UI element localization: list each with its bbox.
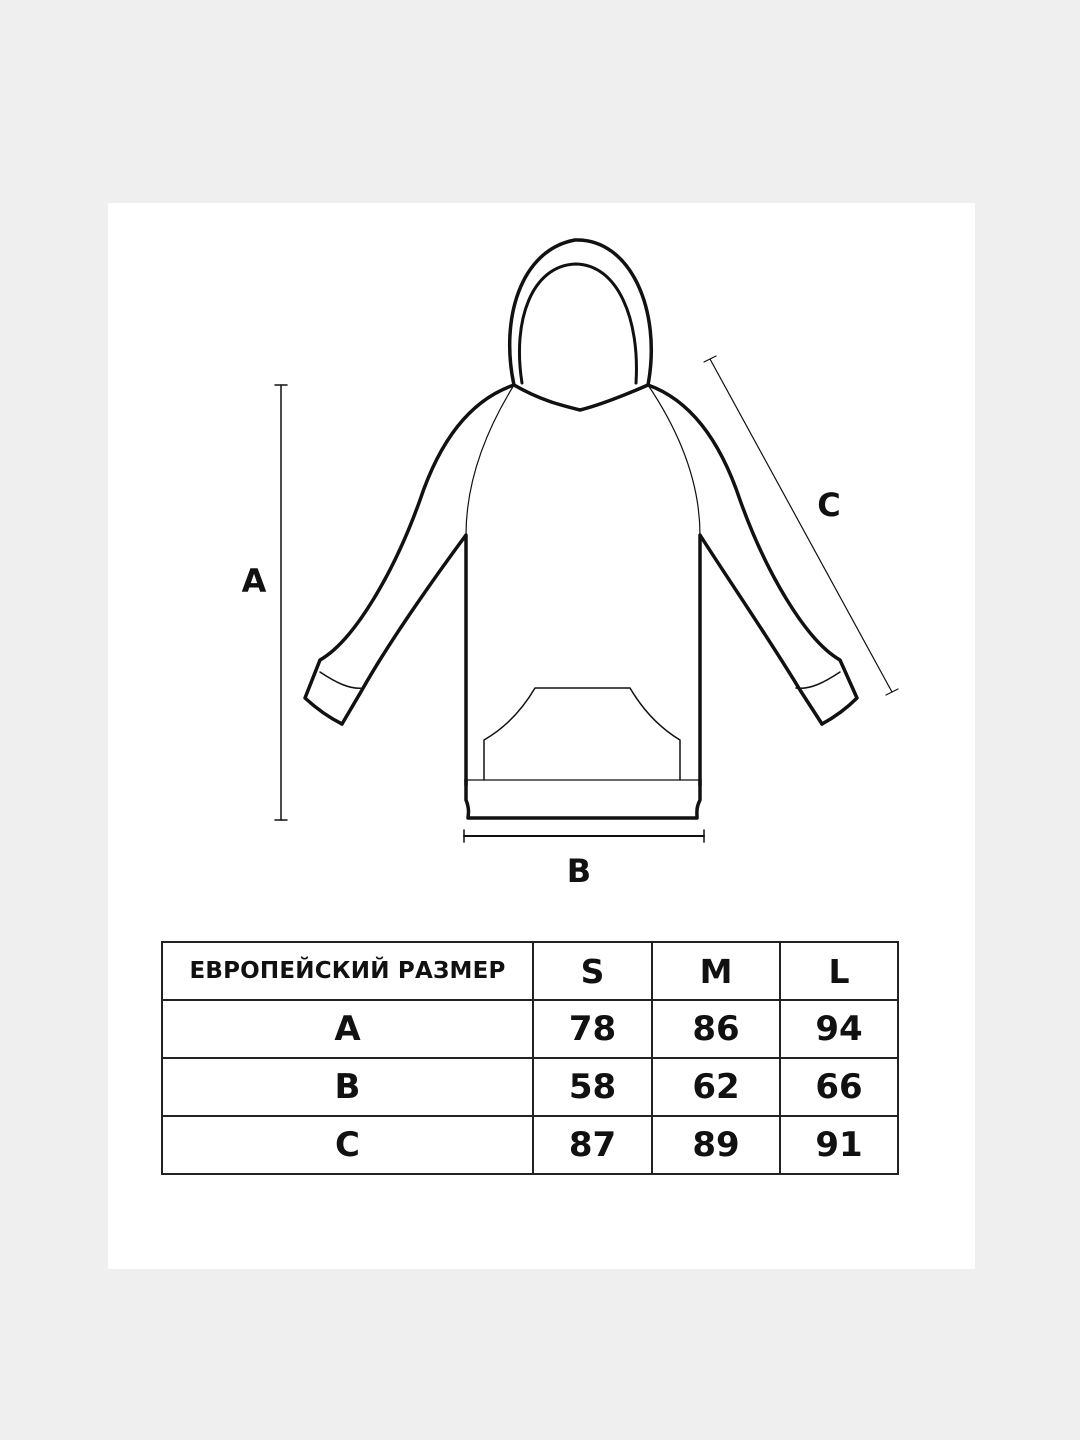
- left-sleeve-inner: [342, 535, 466, 785]
- header-title: ЕВРОПЕЙСКИЙ РАЗМЕР: [162, 942, 533, 1000]
- hood-inner: [519, 264, 636, 383]
- table-cell: 94: [780, 1000, 898, 1058]
- table-cell: 58: [533, 1058, 652, 1116]
- right-sleeve-inner: [700, 535, 822, 785]
- dimension-tick-c-top: [704, 356, 716, 362]
- row-key: A: [162, 1000, 533, 1058]
- dimension-label-a: A: [241, 562, 267, 600]
- right-cuff-seam: [796, 672, 840, 688]
- table-cell: 78: [533, 1000, 652, 1058]
- right-raglan-seam: [648, 385, 700, 535]
- table-cell: 87: [533, 1116, 652, 1174]
- table-cell: 91: [780, 1116, 898, 1174]
- hood-outer: [510, 240, 652, 385]
- table-row: [162, 1058, 898, 1116]
- header-size-s: S: [533, 942, 652, 1000]
- table-cell: 89: [652, 1116, 780, 1174]
- table-header-row: [162, 942, 898, 1000]
- left-cuff-seam: [320, 672, 364, 688]
- left-sleeve-outer: [305, 385, 514, 724]
- size-table: [161, 941, 899, 1175]
- table-cell: 66: [780, 1058, 898, 1116]
- dimension-label-b: B: [566, 852, 592, 890]
- table-row: [162, 1116, 898, 1174]
- hood-opening: [514, 385, 648, 410]
- header-size-m: M: [652, 942, 780, 1000]
- kangaroo-pocket: [484, 688, 680, 780]
- table-cell: 62: [652, 1058, 780, 1116]
- hem-band: [466, 780, 700, 818]
- dimension-tick-c-bottom: [886, 689, 898, 695]
- header-size-l: L: [780, 942, 898, 1000]
- row-key: B: [162, 1058, 533, 1116]
- dimension-label-c: C: [817, 486, 841, 524]
- table-row: [162, 1000, 898, 1058]
- table-cell: 86: [652, 1000, 780, 1058]
- dimension-line-c: [710, 359, 892, 692]
- row-key: C: [162, 1116, 533, 1174]
